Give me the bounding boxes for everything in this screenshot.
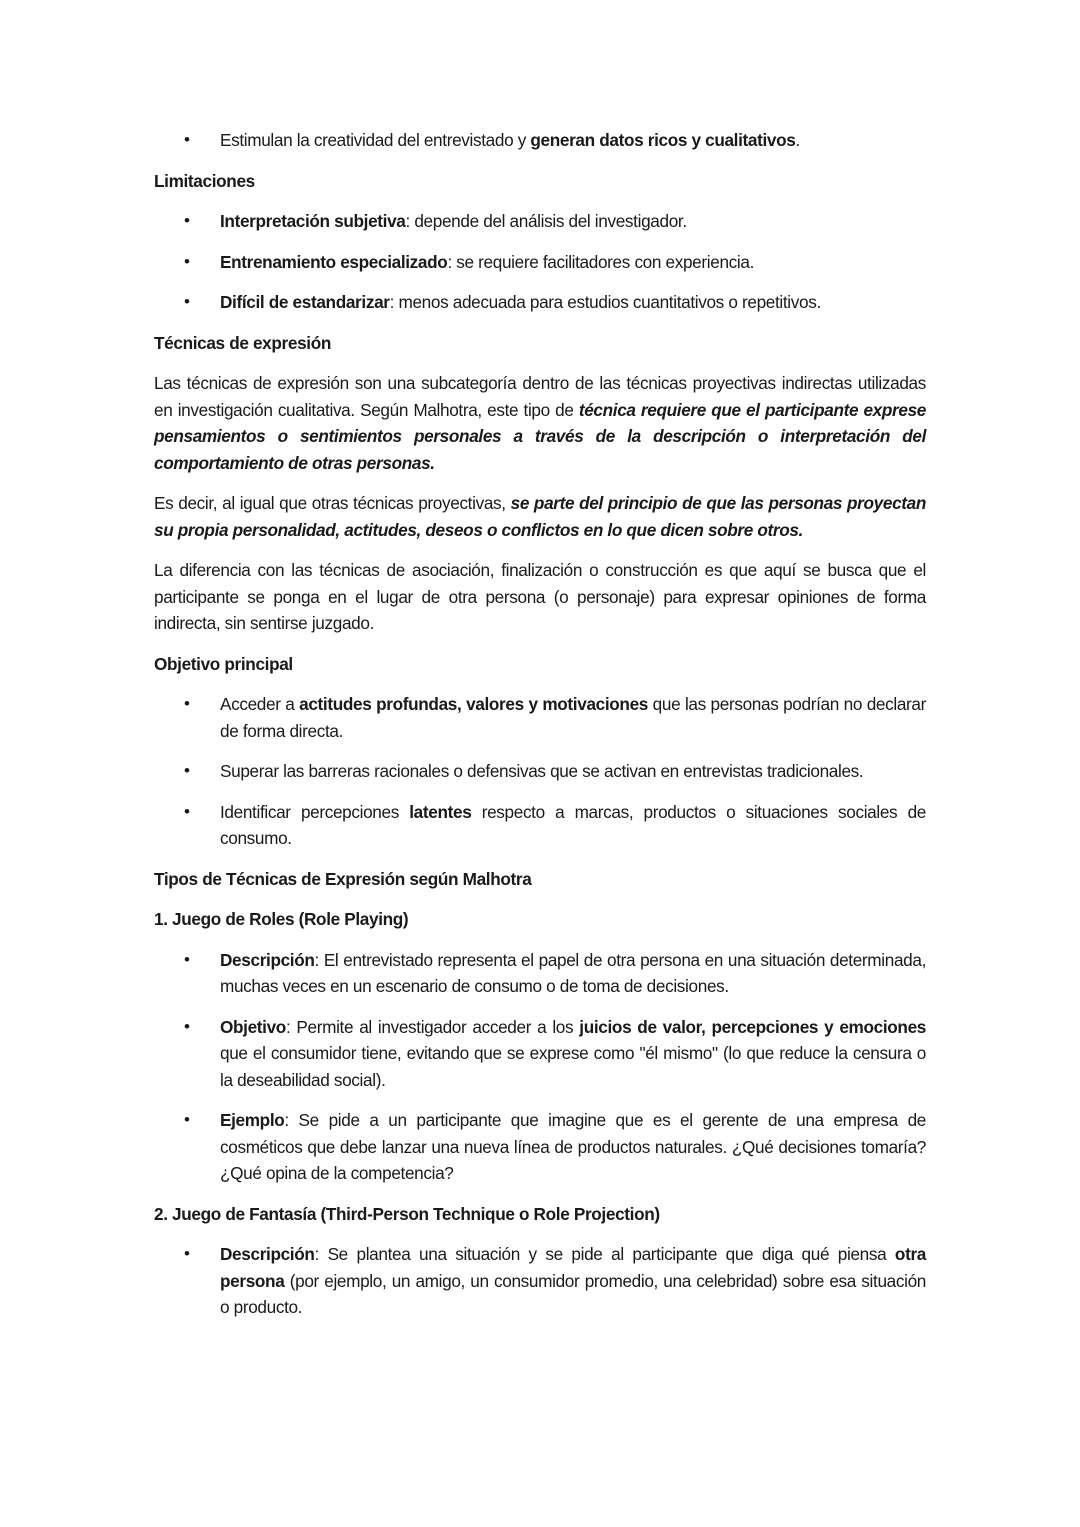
- bullet-list: [154, 691, 926, 852]
- text-run: 1. Juego de Roles (Role Playing): [154, 909, 409, 929]
- bullet-creatividad: [154, 127, 926, 154]
- text-run: Limitaciones: [154, 170, 255, 191]
- heading-tipos-tecnicas: [154, 866, 926, 893]
- emphasis-text: Descripción: [220, 949, 315, 970]
- text-run: Estimulan la creatividad del entrevistado y: [220, 130, 531, 150]
- text-run: que las personas podrían no declarar de forma directa.: [220, 694, 926, 741]
- emphasis-text: Ejemplo: [220, 1110, 285, 1130]
- bullet-list: [154, 208, 926, 316]
- text-run: Acceder a: [220, 694, 300, 714]
- text-run: Superar las barreras racionales o defensivas que se activan en entrevistas tradicionales.: [220, 761, 864, 781]
- emphasis-text: otra persona: [220, 1244, 926, 1291]
- text-run: .: [795, 130, 800, 150]
- text-run: Las técnicas de expresión son una subcategoría dentro de las técnicas proyectivas indirectas utilizadas en investigación cualitativa. Según Malhotra, este tipo de: [154, 373, 926, 420]
- heading-juego-roles: [154, 906, 926, 933]
- bullet-entrenamiento-especializado: [154, 249, 926, 276]
- para-diferencia: [154, 557, 926, 637]
- document-page: [154, 127, 926, 1335]
- emphasis-text: Interpretación subjetiva: [220, 211, 406, 231]
- text-run: Identificar percepciones: [220, 801, 410, 822]
- text-run: : Permite al investigador acceder a los: [285, 1016, 580, 1037]
- heading-limitaciones: [154, 168, 926, 195]
- para-principio: [154, 490, 926, 543]
- text-run: 2. Juego de Fantasía (Third-Person Technique o Role Projection): [154, 1203, 660, 1224]
- bullet-roles-objetivo: [154, 1014, 926, 1094]
- bullet-identificar-percepciones: [154, 799, 926, 852]
- heading-tecnicas-expresion: [154, 330, 926, 357]
- emphasis-text: técnica requiere que el participante exprese pensamientos o sentimientos personales a través de la descripción o interpretación del comportamiento de otras personas.: [154, 399, 927, 473]
- bullet-interpretacion-subjetiva: [154, 208, 926, 235]
- bullet-list: [154, 1241, 926, 1321]
- bullet-dificil-estandarizar: [154, 289, 926, 316]
- text-run: : Se plantea una situación y se pide al participante que diga qué piensa: [314, 1244, 895, 1264]
- bullet-fantasia-descripcion: [154, 1241, 926, 1321]
- heading-juego-fantasia: [154, 1201, 926, 1228]
- text-run: : Se pide a un participante que imagine que es el gerente de una empresa de cosméticos que debe lanzar una nueva línea de productos naturales. ¿Qué decisiones tomaría? ¿Qué opina de la competencia?: [220, 1110, 926, 1183]
- text-run: Tipos de Técnicas de Expresión según Malhotra: [154, 868, 532, 889]
- emphasis-text: generan datos ricos y cualitativos: [530, 130, 796, 150]
- emphasis-text: se parte del principio de que las personas proyectan su propia personalidad, actitudes, deseos o conflictos en lo que dicen sobre otros.: [154, 493, 927, 540]
- text-run: Objetivo principal: [154, 653, 293, 674]
- text-run: : se requiere facilitadores con experiencia.: [447, 251, 755, 272]
- text-run: que el consumidor tiene, evitando que se exprese como "él mismo" (lo que reduce la censura o la deseabilidad social).: [220, 1043, 926, 1090]
- text-run: : El entrevistado representa el papel de otra persona en una situación determinada, muchas veces en un escenario de consumo o de toma de decisiones.: [220, 949, 926, 996]
- bullet-superar-barreras: [154, 758, 926, 785]
- emphasis-text: Entrenamiento especializado: [220, 251, 448, 272]
- bullet-list: [154, 947, 926, 1187]
- emphasis-text: Difícil de estandarizar: [220, 292, 390, 312]
- emphasis-text: actitudes profundas, valores y motivaciones: [299, 694, 648, 714]
- bullet-roles-ejemplo: [154, 1107, 926, 1187]
- text-run: La diferencia con las técnicas de asociación, finalización o construcción es que aquí se busca que el participante se ponga en el lugar de otra persona (o personaje) para expresar opiniones de forma indirecta, sin sentirse juzgado.: [154, 560, 926, 633]
- emphasis-text: Descripción: [220, 1244, 315, 1264]
- heading-objetivo-principal: [154, 651, 926, 678]
- text-run: : depende del análisis del investigador.: [405, 211, 687, 231]
- bullet-roles-descripcion: [154, 947, 926, 1000]
- bullet-list: [154, 127, 926, 154]
- text-run: : menos adecuada para estudios cuantitativos o repetitivos.: [389, 292, 821, 312]
- text-run: Técnicas de expresión: [154, 332, 332, 353]
- bullet-acceder-actitudes: [154, 691, 926, 744]
- text-run: (por ejemplo, un amigo, un consumidor promedio, una celebridad) sobre esa situación o producto.: [220, 1270, 926, 1317]
- emphasis-text: latentes: [409, 801, 472, 822]
- emphasis-text: juicios de valor, percepciones y emociones: [579, 1016, 926, 1037]
- text-run: respecto a marcas, productos o situaciones sociales de consumo.: [220, 801, 926, 848]
- para-definicion: [154, 370, 926, 476]
- emphasis-text: Objetivo: [220, 1016, 286, 1037]
- text-run: Es decir, al igual que otras técnicas proyectivas,: [154, 493, 511, 513]
